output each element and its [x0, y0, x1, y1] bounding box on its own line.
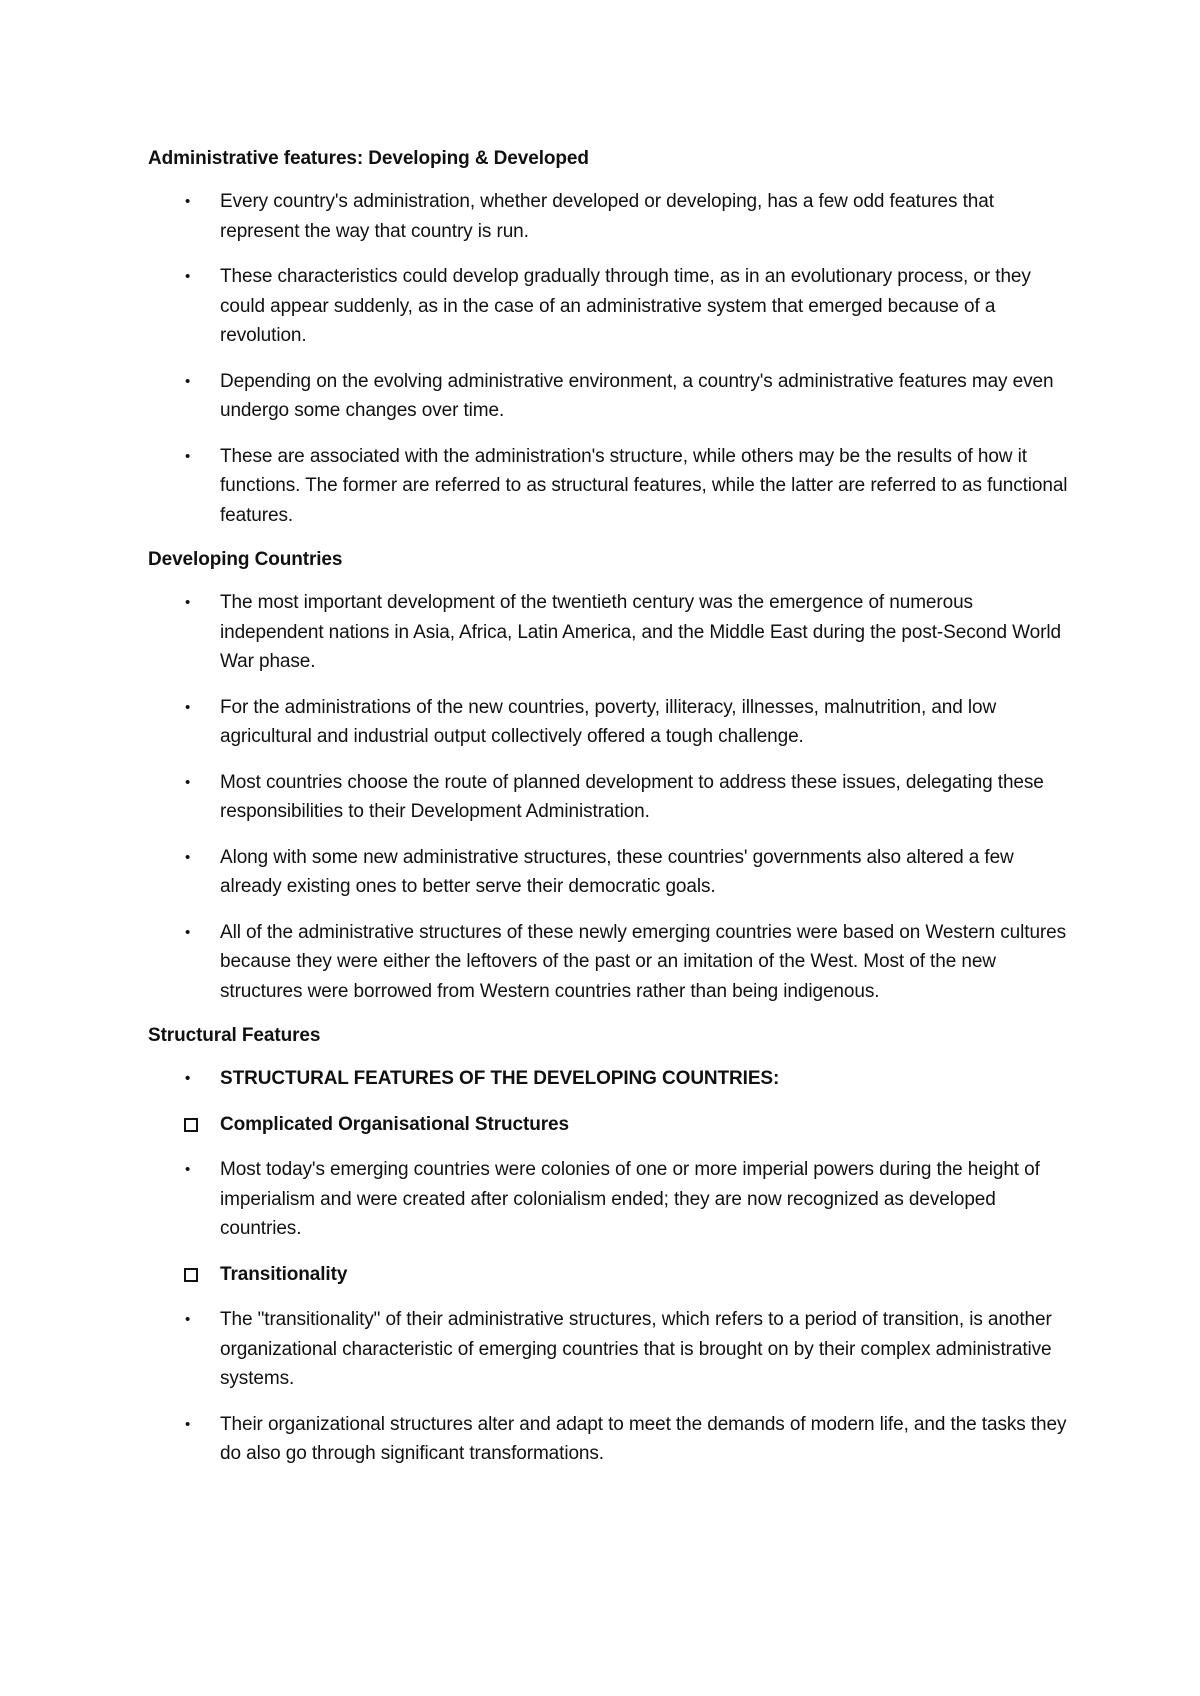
bullet-icon: •	[185, 193, 191, 210]
list-item-text: Most today's emerging countries were colonies of one or more imperial powers during the height of imperialism and were created after colonialism ended; they are now recognized as developed countries.	[220, 1159, 1040, 1239]
bullet-icon: •	[185, 447, 191, 465]
list-item-text: The most important development of the twentieth century was the emergence of numerous independent nations in Asia, Africa, Latin America, and the Middle East during the post-Second World War phase.	[220, 592, 1061, 672]
document-page	[148, 145, 1068, 1485]
bullet-icon: •	[185, 594, 191, 611]
list-item	[148, 442, 1068, 531]
bullet-icon: •	[185, 773, 191, 791]
list-item	[148, 1064, 1068, 1094]
list-item-text: For the administrations of the new countries, poverty, illiteracy, illnesses, malnutrition, and low agricultural and industrial output collectively offered a tough challenge.	[220, 696, 997, 747]
section-administrative-features	[148, 145, 1068, 530]
list-item	[148, 367, 1068, 426]
list-item-text: Along with some new administrative structures, these countries' governments also altered a few already existing ones to better serve their democratic goals.	[220, 846, 1014, 897]
list-item-text: Their organizational structures alter and adapt to meet the demands of modern life, and the tasks they do also go through significant transformations.	[220, 1413, 1067, 1464]
list-item	[148, 768, 1068, 827]
section-developing-countries	[148, 546, 1068, 1006]
section-structural-features	[148, 1022, 1068, 1469]
list-item	[148, 588, 1068, 677]
bullet-icon: •	[185, 923, 191, 941]
bullet-icon: •	[185, 698, 191, 716]
list-item	[148, 1410, 1068, 1469]
list-item	[148, 1260, 1068, 1290]
bullet-icon: •	[185, 1161, 191, 1178]
bullet-icon: •	[185, 1070, 191, 1087]
bullet-list	[148, 1064, 1068, 1469]
list-item-text: Most countries choose the route of planned development to address these issues, delegating these responsibilities to their Development Administration.	[220, 771, 1044, 822]
section-heading: Administrative features: Developing & Developed	[148, 148, 589, 169]
bullet-icon: •	[185, 1415, 191, 1433]
list-item	[148, 693, 1068, 752]
section-heading: Structural Features	[148, 1025, 321, 1046]
list-item-text: Depending on the evolving administrative environment, a country's administrative features may even undergo some changes over time.	[220, 370, 1054, 421]
list-item	[148, 1155, 1068, 1244]
checkbox-icon	[184, 1268, 198, 1282]
list-item-text: STRUCTURAL FEATURES OF THE DEVELOPING COUNTRIES:	[220, 1068, 780, 1089]
list-item	[148, 843, 1068, 902]
bullet-list	[148, 588, 1068, 1006]
list-item-text: These are associated with the administration's structure, while others may be the results of how it functions. The former are referred to as structural features, while the latter are referred to as functional features.	[220, 445, 1068, 526]
list-item	[148, 187, 1068, 246]
list-item-text: The "transitionality" of their administrative structures, which refers to a period of transition, is another organizational characteristic of emerging countries that is brought on by their complex administrative systems.	[220, 1309, 1052, 1389]
checkbox-icon	[184, 1118, 198, 1132]
list-item-text: Transitionality	[220, 1263, 348, 1285]
list-item-text: All of the administrative structures of these newly emerging countries were based on Western cultures because they were either the leftovers of the past or an imitation of the West. Most of the new structures were borrowed from Western countries rather than being indigenous.	[220, 921, 1067, 1002]
list-item	[148, 1110, 1068, 1140]
list-item	[148, 1305, 1068, 1394]
list-item-text: Every country's administration, whether developed or developing, has a few odd features that represent the way that country is run.	[220, 191, 994, 242]
list-item	[148, 918, 1068, 1007]
bullet-icon: •	[185, 1311, 191, 1328]
list-item	[148, 262, 1068, 351]
section-heading: Developing Countries	[148, 549, 343, 570]
bullet-icon: •	[185, 848, 191, 866]
list-item-text: Complicated Organisational Structures	[220, 1113, 569, 1135]
bullet-icon: •	[185, 372, 191, 390]
bullet-icon: •	[185, 268, 191, 285]
list-item-text: These characteristics could develop gradually through time, as in an evolutionary process, or they could appear suddenly, as in the case of an administrative system that emerged because of a revolution.	[220, 266, 1031, 346]
bullet-list	[148, 187, 1068, 530]
